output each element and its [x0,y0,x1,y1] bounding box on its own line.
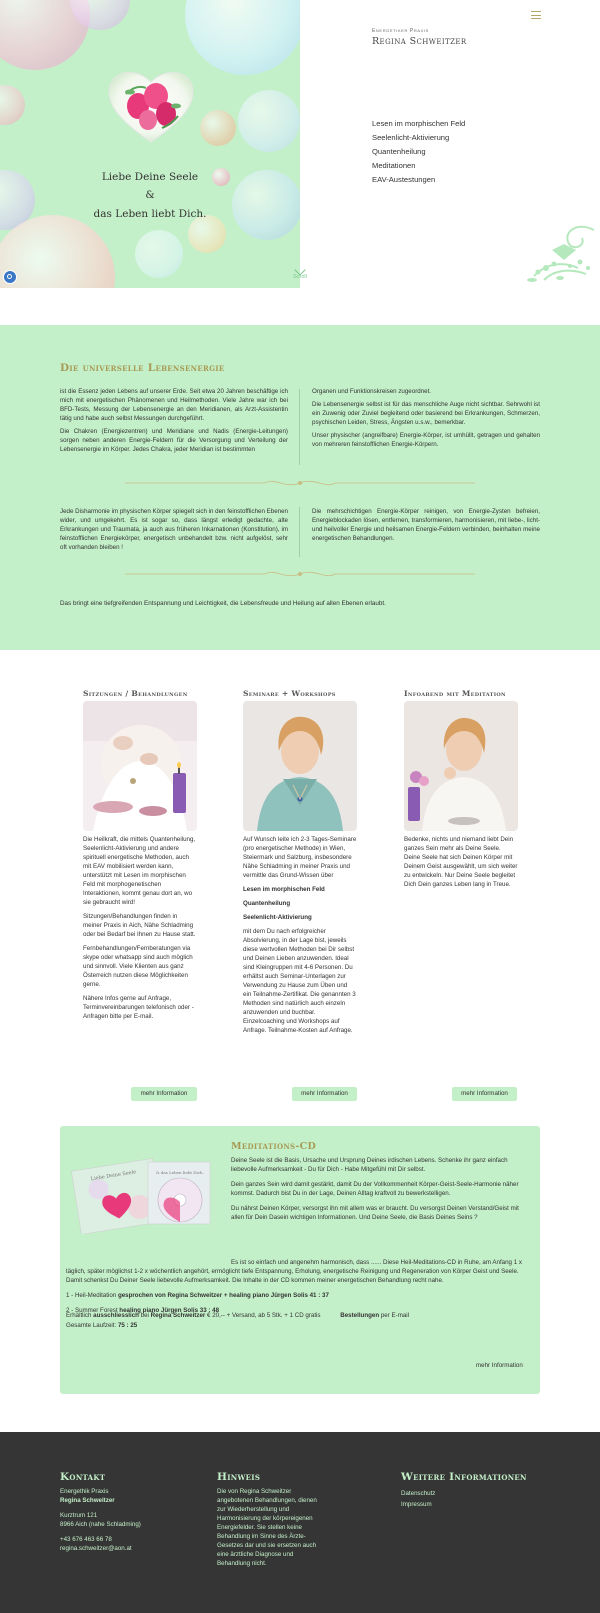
footer-notice-text: Die von Regina Schweitzer angebotenen Behandlungen, dienen zur Wiederherstellung und Harmonisierung der körpereigenen Energiefelder. Sie stellen keine Behandlung im Sinne des Ärzte-Gesetzes dar und sie ersetzen auch eine ärztliche Diagnose und Behandlung nicht. [217,1488,317,1567]
energy-text-left-2 [60,508,288,557]
tagline-line-2: das Leben liebt Dich. [93,207,207,220]
paragraph: Die mehrschichtigen Energie-Körper reinigen, von Energie-Zysten befreien, Energieblockaden lösen, entfernen, transformieren, harmonisieren, mit liebe-, licht- und heilvoller Energie und heilsamen Energie-Feldern verbinden, beinhalten meine energetischen Behandlungen. [312,508,540,542]
track-label: 2 - Summer Forest [66,1306,120,1314]
floral-ornament-icon [524,222,596,284]
total-runtime [66,1322,531,1331]
heart-flowers-image [106,66,196,144]
order-seller: Regina Schweitzer [150,1312,206,1319]
photo-sessions [83,701,197,831]
paragraph: mit dem Du nach erfolgreicher Absolvierung, in der Lage bist, jeweils diese wertvollen Methoden bei Dir selbst und Deinen Lieben anzuwenden. Ideal sind Kleingruppen mit 4-6 Personen. Du erhältst auch Seminar-Unterlagen zur Verwendung zu Hause zum Üben und ein Teilnahme-Zertifikat. Die genannten 3 Methoden sind natürlich auch einzeln anzuwenden und buchbar. Einzelcoaching und Workshops auf Anfrage. Teilnahme-Kosten auf Anfrage. [243,927,356,1034]
bubble-decoration [0,215,115,288]
paragraph: Nähere Infos gerne auf Anfrage, Terminvereinbarungen telefonisch oder -Anfragen bitte per E-mail. [83,994,194,1020]
energy-text-right-2 [312,508,540,548]
section-title: Die universelle Lebensenergie [60,362,225,374]
paragraph: Du nährst Deinen Körper, versorgst ihn mit allem was er braucht. Du versorgst Deinen Verstand/Geist mit allen für Dein Dasein wichtigen Informationen. Und Deine Seele, die Basis Deines Seins ? [231,1204,519,1221]
scroll-label: Scroll [293,274,307,280]
more-info-button-sessions[interactable]: mehr Information [131,1087,197,1101]
cd-order-info [66,1312,531,1321]
order-text: bei [138,1312,151,1319]
paragraph: ist die Essenz jeden Lebens auf unserer Erde. Seit etwa 20 Jahren beschäftige ich mich mit energetischen Phänomenen und Heilmethoden. Viele Jahre war ich bei BFD-Tests, Messung der Lebensenergie an den Meridianen, als Arzt-Assistentin tätig und habe auch selbst Messungen durchgeführt. [60,388,288,422]
cd-title: Meditations-CD [231,1141,317,1152]
footer [0,1432,600,1613]
life-energy-section [0,325,600,650]
paragraph: Sitzungen/Behandlungen finden in meiner Praxis in Aich, Nähe Schladming oder bei Bedarf bei Ihnen zu Hause statt. [83,912,196,938]
bubble-decoration [135,230,183,278]
cd-details [66,1259,531,1337]
accessibility-icon[interactable] [3,270,17,284]
method-name: Lesen im morphischen Feld [243,885,325,893]
hero-navigation [372,117,465,187]
paragraph: Bedenke, nichts und niemand liebt Dein ganzes Sein mehr als Deine Seele. Deine Seele hat sich Deinen Körper mit Deinem Geist ausgewählt, um sich weiter zu entwickeln. Nur Deine Seele begleitet Dich Dein ganzes Leben lang in Treue. [404,836,518,888]
contact-name: Regina Schweitzer [60,1496,115,1504]
method-soul-light [243,914,357,923]
more-info-button-info-evening[interactable]: mehr Information [452,1087,517,1101]
hero-header-panel [300,0,600,288]
track-label: 1 - Heil-Meditation [66,1291,118,1299]
tagline-line-1: Liebe Deine Seele [101,171,199,183]
footer-notice-title: Hinweis [217,1471,261,1483]
photo-seminars [243,701,357,831]
footer-more-info-title: Weitere Informationen [401,1471,527,1483]
bubble-decoration [200,110,236,146]
order-emphasis: ausschliesslich [93,1312,139,1319]
order-text: per E-mail [379,1312,410,1319]
hamburger-menu-icon[interactable] [531,11,541,19]
energy-text-left-1 [60,388,288,459]
column-divider [299,507,300,557]
paragraph: Auf Wunsch leite ich 2-3 Tages-Seminare (pro energetischer Methode) in Wien, Steiermark und Salzburg, insbesondere Nähe Schladming in meiner Praxis und vermittle das Grund-Wissen über [243,836,357,879]
imprint-link[interactable]: Impressum [401,1501,432,1508]
track-1 [66,1292,531,1301]
hero-section [0,0,600,288]
method-quantum [243,900,357,909]
nav-link-morphic-field[interactable]: Lesen im morphischen Feld [372,119,466,128]
offer-title-sessions: Sitzungen / Behandlungen [83,689,188,698]
paragraph: Unser physischer (angreifbare) Energie-Körper, ist umhüllt, getragen und gehalten von mehreren feinstofflichen Energie-Körpern. [312,431,540,448]
meditation-cd-section [60,1126,540,1394]
track-info: healing piano Jürgen Solis 33 : 48 [119,1306,220,1314]
cd-description [231,1157,531,1229]
paragraph: Die Chakren (Energiezentren) und Meridiane und Nadis (Energie-Leitungen) sorgen neben anderen Energie-Feldern für die Versorgung und Verteilung der Lebensenergie im Körper. Jedes Chakra, jeder Meridian ist bestimmten [60,427,288,453]
footer-contact [60,1488,190,1554]
paragraph: Organen und Funktionskreisen zugeordnet. [312,388,432,395]
order-price: € 20,-- + Versand, ab 5 Stk. + 1 CD gratis [205,1312,321,1319]
more-info-button-seminars[interactable]: mehr Information [292,1087,357,1101]
divider-ornament [125,477,475,489]
energy-text-right-1 [312,388,540,454]
paragraph: Es ist so einfach und angenehm harmonisch, dass ...... Diese Heil-Meditations-CD in Ruhe, am Anfang 1 x täglich, später möglichst 1-2 x wöchentlich angehört, ermöglicht tiefe Entspannung, Erholung, energetische Reinigung und Regeneration von Körper Geist und Seele. Damit schenkst Du Deiner Seele liebevolle Aufmerksamkeit. Die Inhalte in der CD kommen meiner energetischen Behandlung recht nahe. [66,1259,522,1284]
method-name: Seelenlicht-Aktivierung [243,913,312,921]
runtime-value: 75 : 25 [117,1321,138,1329]
contact-phone[interactable]: +43 676 463 66 78 [60,1535,112,1543]
paragraph: Die Lebensenergie selbst ist für das menschliche Auge nicht sichtbar. Sehrwohl ist ein Zuwenig oder Zuviel begleitend oder basierend bei Erkrankungen, Schmerzen, psychischen Leiden, Stress, Ängsten u.s.w., bemerkbar. [312,400,540,426]
nav-link-soul-light[interactable]: Seelenlicht-Aktivierung [372,133,450,142]
cd-cover-text: & das Leben liebt Dich. [156,1170,204,1175]
offer-text-info-evening [404,836,518,895]
footer-links [401,1488,521,1510]
paragraph: Jede Disharmonie im physischen Körper spiegelt sich in den feinstofflichen Ebenen wider, und umgekehrt. Es ist sogar so, dass längst erledigt gedachte, alte Erkrankungen und Traumata, ja auch aus früheren Inkarnationen (Konstitution), im feinstofflichen Energiekörper, energetisch unbehandelt bzw. nicht aufgelöst, sehr oft vorhanden bleiben ! [60,508,288,551]
track-info: gesprochen von Regina Schweitzer + healing piano Jürgen Solis 41 : 37 [117,1291,329,1299]
cd-more-info-link[interactable]: mehr Information [476,1362,523,1369]
brand-subtitle: Energetiker Praxis [372,28,429,34]
column-divider [299,389,300,465]
nav-link-eav-testing[interactable]: EAV-Austestungen [372,175,436,184]
paragraph: Fernbehandlungen/Fernberatungen via skype oder whatsapp sind auch möglich und sinnvoll. Viele Klienten aus ganz Österreich nutzen diese Möglichkeiten gerne. [83,944,193,988]
hero-tagline [40,168,260,223]
contact-street: Kurztrum 121 [60,1511,98,1519]
scroll-down-button[interactable] [288,266,312,282]
offer-title-seminars: Seminare + Workshops [243,689,336,698]
paragraph: Die Heilkraft, die mittels Quantenheilung, Seelenlicht-Aktivierung und andere spirituell energetische Methoden, auch mit EAV mobilisiert werden kann, unterstützt mit Lesen im morphischen Feld mit morphogenetischen Interaktionen, kommt genau dort an, wo sie gebraucht wird! [83,836,196,906]
contact-practice: Energethik Praxis [60,1488,109,1495]
method-quantum-morphic [243,886,357,895]
divider-ornament [125,568,475,580]
cd-cover-image [70,1152,218,1234]
offer-title-info-evening: Infoabend mit Meditation [404,689,506,698]
contact-name-row [60,1497,190,1506]
order-text: Erhältlich [66,1312,94,1319]
contact-email[interactable]: regina.schweitzer@aon.at [60,1544,132,1552]
cd-cover-text: Liebe Deine Seele [90,1169,137,1183]
brand-name[interactable]: Regina Schweitzer [372,36,467,47]
paragraph: Deine Seele ist die Basis, Ursache und Ursprung Deines irdischen Lebens. Schenke ihr ganz einfach liebevolle Aufmerksamkeit - Du für Dich - Habe Mitgefühl mit Dir selbst. [231,1157,508,1173]
order-link[interactable]: Bestellungen [340,1312,380,1319]
privacy-link[interactable]: Datenschutz [401,1490,436,1497]
nav-link-quantum-healing[interactable]: Quantenheilung [372,147,426,156]
contact-city: 8966 Aich (nahe Schladming) [60,1520,141,1528]
method-name: Quantenheilung [243,899,291,907]
runtime-label: Gesamte Laufzeit: [66,1321,118,1329]
tagline-ampersand: & [145,189,155,202]
closing-statement: Das bringt eine tiefgreifenden Entspannung und Leichtigkeit, die Lebensfreude und Heilung auf allen Ebenen erlaubt. [60,600,386,607]
offer-text-sessions [83,836,197,1027]
bubble-decoration [185,0,300,75]
footer-contact-title: Kontakt [60,1471,106,1483]
photo-info-evening [404,701,518,831]
hero-banner [0,0,300,288]
offer-text-seminars [243,836,357,1041]
bubble-decoration [0,85,25,125]
bubble-decoration [238,90,300,152]
nav-link-meditations[interactable]: Meditationen [372,161,416,170]
paragraph: Dein ganzes Sein wird damit gestärkt, damit Du der Vollkommenheit Körper-Geist-Seele-Harmonie näher kommst. Dadurch bist Du in der Lage, Deinen Alltag kraftvoll zu bewerkstelligen. [231,1180,519,1197]
